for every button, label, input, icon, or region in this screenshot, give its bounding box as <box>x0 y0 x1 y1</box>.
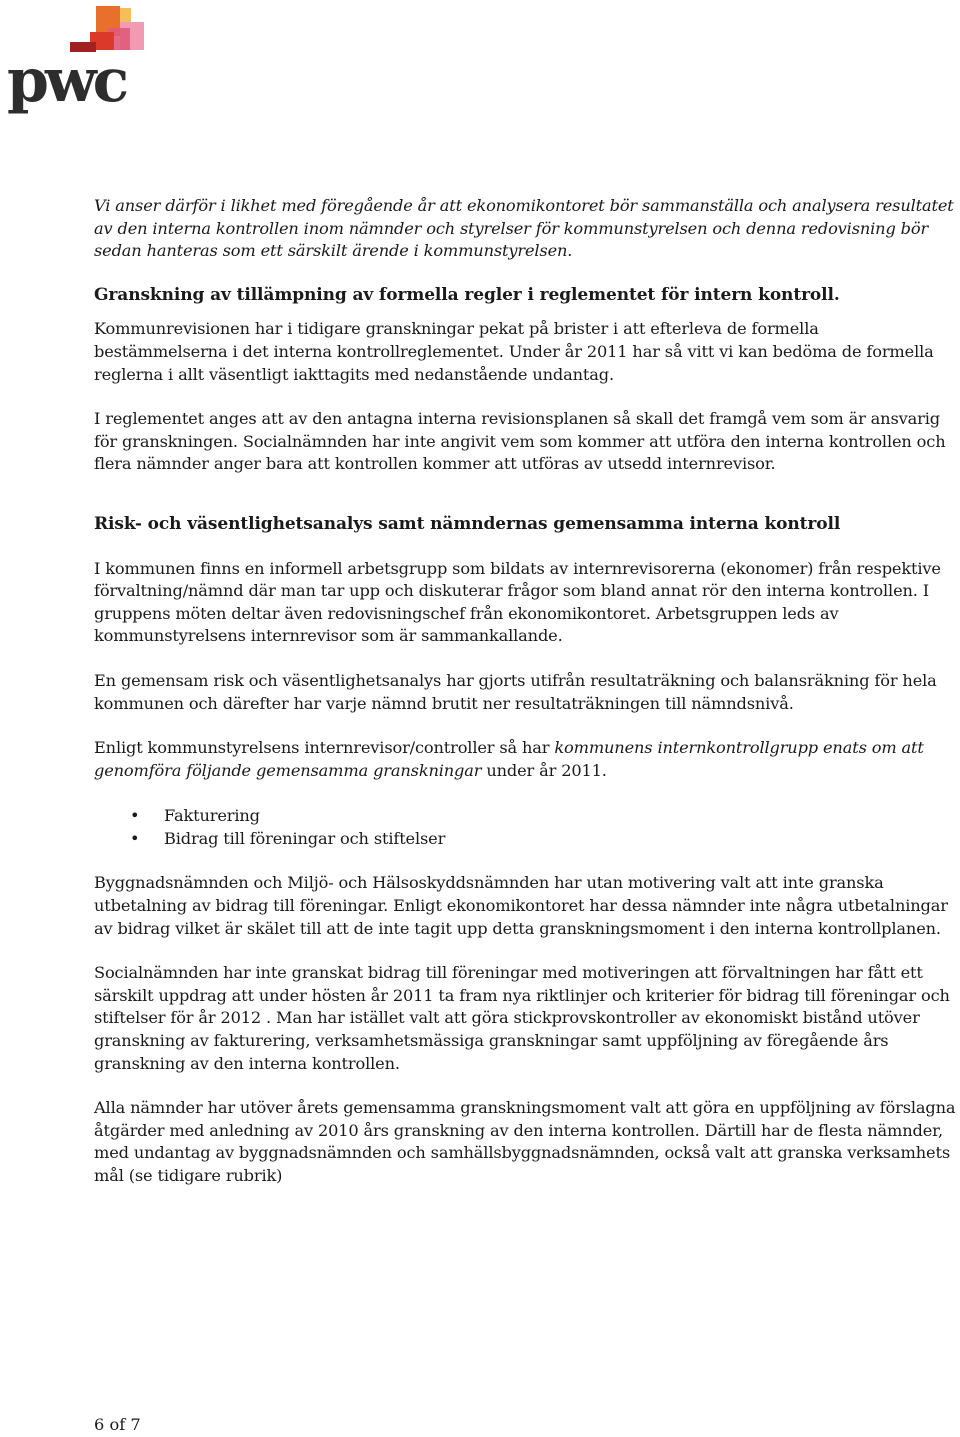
list-item-text: Fakturering <box>164 806 260 826</box>
list-item <box>94 828 956 851</box>
paragraph <box>94 737 956 782</box>
paragraph: I kommunen finns en informell arbetsgrupp som bildats av internrevisorerna (ekonomer) från respektive förvaltning/nämnd där man tar upp och diskuterar frågor som bland annat rör den interna kontrollen. I gruppens möten deltar även redovisningschef från ekonomikontoret. Arbetsgruppen leds av kommunstyrelsens internrevisor som är sammankallande. <box>94 558 941 646</box>
paragraph: Alla nämnder har utöver årets gemensamma granskningsmoment valt att göra en uppföljning av förslagna åtgärder med anledning av 2010 års granskning av den interna kontrollen. Därtill har de flesta nämnder, med undantag av byggnadsnämnden och samhällsbyggnadsnämnden, också valt att granska verksamhets mål (se tidigare rubrik) <box>94 1098 956 1185</box>
bullet-list <box>94 805 956 850</box>
section-heading-formal-rules: Granskning av tillämpning av formella regler i reglementet för intern kontroll. <box>94 284 840 305</box>
list-item <box>94 805 956 828</box>
paragraph-text: under år 2011. <box>481 760 607 780</box>
paragraph: Kommunrevisionen har i tidigare granskningar pekat på brister i att efterleva de formella bestämmelserna i det interna kontrollreglementet. Under år 2011 har så vitt vi kan bedöma de formella reglerna i allt väsentligt iakttagits med nedanstående undantag. <box>94 319 934 384</box>
page-number: 6 of 7 <box>94 1415 141 1434</box>
bullet-icon: • <box>130 806 140 826</box>
intro-paragraph: Vi anser därför i likhet med föregående år att ekonomikontoret bör sammanställa och analysera resultatet av den interna kontrollen inom nämnder och styrelser för kommunstyrelsen och denna redovisning bör sedan hanteras som ett särskilt ärende i kommunstyrelsen. <box>94 196 954 261</box>
bullet-icon: • <box>130 828 140 848</box>
paragraph: I reglementet anges att av den antagna interna revisionsplanen så skall det framgå vem som är ansvarig för granskningen. Socialnämnden har inte angivit vem som kommer att utföra den interna kontrollen och flera nämnder anger bara att kontrollen kommer att utföras av utsedd internrevisor. <box>94 409 946 474</box>
section-heading-risk-analysis: Risk- och väsentlighetsanalys samt nämndernas gemensamma interna kontroll <box>94 513 841 534</box>
paragraph: En gemensam risk och väsentlighetsanalys har gjorts utifrån resultaträkning och balansräkning för hela kommunen och därefter har varje nämnd brutit ner resultaträkningen till nämndsnivå. <box>94 670 937 713</box>
paragraph: Socialnämnden har inte granskat bidrag till föreningar med motiveringen att förvaltningen har fått ett särskilt uppdrag att under hösten år 2011 ta fram nya riktlinjer och kriterier för bidrag till föreningar och stiftelser för år 2012 . Man har istället valt att göra stickprovskontroller av ekonomiskt bistånd utöver granskning av fakturering, verksamhetsmässiga granskningar samt uppföljning av föregående års granskning av den interna kontrollen. <box>94 963 950 1073</box>
pwc-logo-text: pwc <box>7 46 126 114</box>
paragraph: Byggnadsnämnden och Miljö- och Hälsoskyddsnämnden har utan motivering valt att inte granska utbetalning av bidrag till föreningar. Enligt ekonomikontoret har dessa nämnder inte några utbetalningar av bidrag vilket är skälet till att de inte tagit upp detta granskningsmoment i den interna kontrollplanen. <box>94 873 948 938</box>
emphasized-text: kommunens internkontrollgrupp enats om att genomföra följande gemensamma granskningar <box>94 738 924 780</box>
pwc-logo <box>4 2 144 114</box>
paragraph-text: Enligt kommunstyrelsens internrevisor/controller så har <box>94 738 555 758</box>
list-item-text: Bidrag till föreningar och stiftelser <box>164 828 446 848</box>
document-body <box>94 195 956 1188</box>
